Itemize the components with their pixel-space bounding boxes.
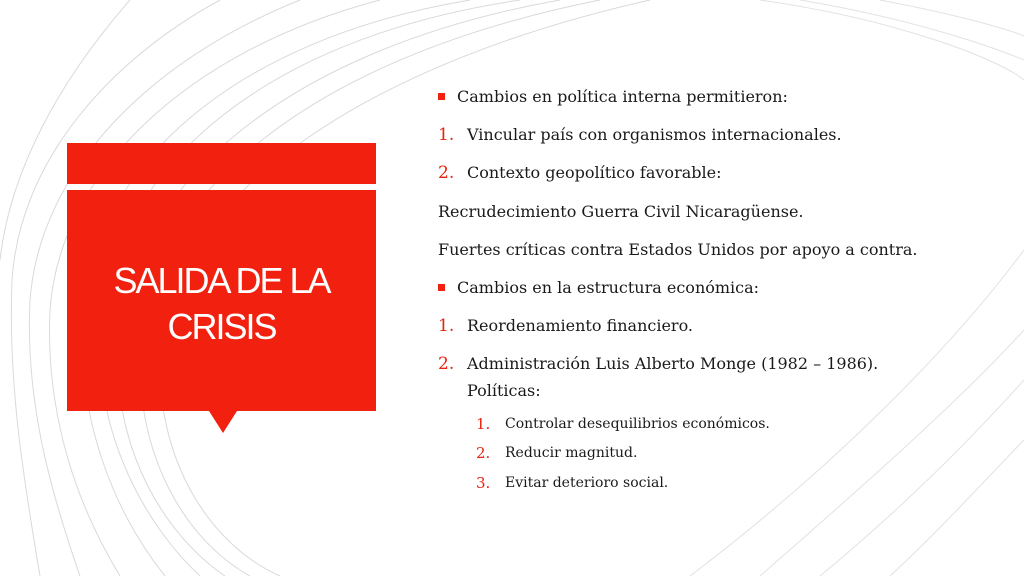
list-item [438,316,693,336]
list-item [438,354,878,374]
title-box-pointer [209,411,237,433]
list-item-text: Controlar desequilibrios económicos. [505,416,770,432]
list-item-text: Políticas: [467,381,541,400]
list-number: 1. [438,125,455,145]
list-number: 2. [476,444,491,462]
square-bullet-icon [438,284,445,291]
list-item-text: Recrudecimiento Guerra Civil Nicaragüense. [438,202,804,221]
list-item-text: Cambios en política interna permitieron: [457,87,788,106]
list-item-text: Reordenamiento financiero. [467,316,694,335]
list-item [438,87,788,107]
list-item [438,202,804,222]
list-item-text: Cambios en la estructura económica: [457,278,760,297]
list-number: 2. [438,354,455,374]
sub-list-item [438,443,637,463]
list-number: 2. [438,163,455,183]
list-item-text: Administración Luis Alberto Monge (1982 – 1986). [467,354,879,373]
sub-list-item [438,414,770,434]
square-bullet-icon [438,93,445,100]
list-number: 3. [476,474,491,492]
list-item [438,125,842,145]
list-item [438,278,759,298]
sub-list-item [438,473,668,493]
accent-bar [67,143,376,184]
list-item-text: Reducir magnitud. [505,445,638,461]
list-number: 1. [438,316,455,336]
slide-title: SALIDA DE LA CRISIS [113,259,330,347]
list-item-text: Fuertes críticas contra Estados Unidos por apoyo a contra. [438,240,918,259]
list-item [438,163,721,183]
list-item-continuation [438,381,541,401]
title-box [67,190,376,411]
list-item-text: Contexto geopolítico favorable: [467,163,722,182]
list-item-text: Vincular país con organismos internacionales. [467,125,842,144]
list-item-text: Evitar deterioro social. [505,475,669,491]
list-item [438,240,918,260]
list-number: 1. [476,415,491,433]
